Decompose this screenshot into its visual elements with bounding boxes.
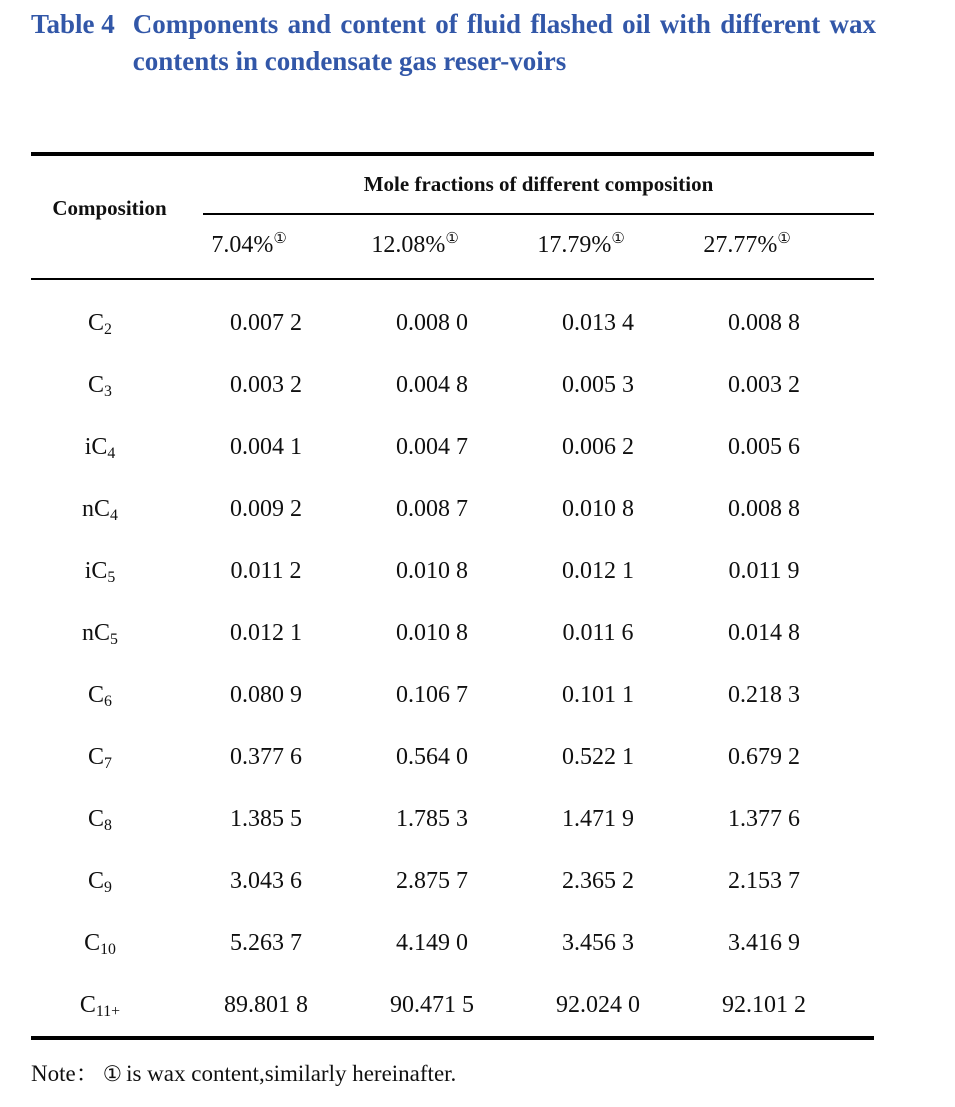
row-label-base: C bbox=[88, 309, 105, 336]
column-header-span: Mole fractions of different composition bbox=[363, 172, 714, 196]
table-cell: 0.011 2 bbox=[230, 557, 302, 584]
table-cell: 0.003 2 bbox=[230, 371, 302, 398]
header-span-rule bbox=[203, 213, 874, 215]
table-cell: 0.004 1 bbox=[230, 433, 302, 460]
row-label bbox=[17, 620, 183, 647]
table-row bbox=[0, 354, 955, 416]
table-cell: 1.471 9 bbox=[562, 805, 634, 832]
footnote-marker-icon: ① bbox=[611, 231, 625, 247]
table-cell: 0.007 2 bbox=[230, 309, 302, 336]
table-cell: 0.679 2 bbox=[728, 743, 800, 770]
table-cell: 0.003 2 bbox=[728, 371, 800, 398]
row-label-base: iC bbox=[84, 557, 108, 584]
column-header-value: 17.79% bbox=[537, 232, 612, 258]
table-row bbox=[0, 726, 955, 788]
table-cell: 0.010 8 bbox=[562, 495, 634, 522]
row-label-base: C bbox=[88, 681, 105, 708]
table-cell: 92.024 0 bbox=[556, 991, 640, 1018]
table-caption-label: Table 4 bbox=[31, 9, 115, 39]
table-cell: 0.012 1 bbox=[562, 557, 634, 584]
row-label bbox=[17, 496, 183, 523]
table-cell: 0.011 6 bbox=[562, 619, 634, 646]
row-label-subscript: 6 bbox=[104, 692, 112, 710]
table-cell: 2.153 7 bbox=[728, 867, 800, 894]
table-cell: 5.263 7 bbox=[230, 929, 302, 956]
row-label-base: nC bbox=[82, 495, 111, 522]
table-row bbox=[0, 602, 955, 664]
column-header-value: 27.77% bbox=[703, 232, 778, 258]
row-label bbox=[17, 434, 183, 461]
column-header-cell bbox=[166, 232, 332, 259]
row-label bbox=[17, 558, 183, 585]
table-cell: 2.365 2 bbox=[562, 867, 634, 894]
footnote-text: is wax content,similarly hereinafter. bbox=[126, 1061, 457, 1086]
table-cell: 3.456 3 bbox=[562, 929, 634, 956]
row-label bbox=[17, 372, 183, 399]
row-label-base: iC bbox=[84, 433, 108, 460]
row-label-subscript: 10 bbox=[100, 940, 116, 958]
column-header-cell bbox=[332, 232, 498, 259]
table-cell: 0.006 2 bbox=[562, 433, 634, 460]
table-cell: 0.106 7 bbox=[396, 681, 468, 708]
row-label-base: C bbox=[88, 805, 105, 832]
table-cell: 0.014 8 bbox=[728, 619, 800, 646]
row-label-subscript: 4 bbox=[110, 506, 118, 524]
row-label-subscript: 2 bbox=[104, 320, 112, 338]
table-row bbox=[0, 664, 955, 726]
table-cell: 0.012 1 bbox=[230, 619, 302, 646]
table-caption-text: Components and content of fluid flashed oil with different wax contents in condensate gas reser-voirs bbox=[132, 9, 876, 76]
table-body bbox=[0, 292, 955, 1036]
table-top-rule bbox=[31, 152, 874, 156]
table-cell: 0.080 9 bbox=[230, 681, 302, 708]
table-cell: 0.522 1 bbox=[562, 743, 634, 770]
row-label bbox=[17, 992, 183, 1019]
table-footnote bbox=[31, 1055, 456, 1088]
table-cell: 3.043 6 bbox=[230, 867, 302, 894]
column-header-composition: Composition bbox=[52, 196, 167, 220]
table-cell: 92.101 2 bbox=[722, 991, 806, 1018]
column-header-value: 7.04% bbox=[211, 232, 274, 258]
row-label bbox=[17, 744, 183, 771]
row-label-subscript: 3 bbox=[104, 382, 112, 400]
table-row bbox=[0, 416, 955, 478]
row-label-base: C bbox=[79, 991, 96, 1018]
row-label-subscript: 5 bbox=[110, 630, 118, 648]
table-caption bbox=[31, 6, 876, 80]
row-label-base: C bbox=[84, 929, 101, 956]
table-row bbox=[0, 292, 955, 354]
row-label bbox=[17, 868, 183, 895]
footnote-marker-icon: ① bbox=[777, 231, 791, 247]
table-cell: 0.010 8 bbox=[396, 557, 468, 584]
row-label-base: C bbox=[88, 743, 105, 770]
table-cell: 0.377 6 bbox=[230, 743, 302, 770]
table-row bbox=[0, 974, 955, 1036]
table-cell: 0.011 9 bbox=[728, 557, 800, 584]
row-label bbox=[17, 930, 183, 957]
table-cell: 0.008 0 bbox=[396, 309, 468, 336]
table-cell: 4.149 0 bbox=[396, 929, 468, 956]
table-cell: 0.008 8 bbox=[728, 495, 800, 522]
table-cell: 0.101 1 bbox=[562, 681, 634, 708]
table-cell: 0.005 3 bbox=[562, 371, 634, 398]
table-cell: 0.009 2 bbox=[230, 495, 302, 522]
table-cell: 0.008 8 bbox=[728, 309, 800, 336]
header-bottom-rule bbox=[31, 278, 874, 280]
footnote-marker-icon: ① bbox=[445, 231, 459, 247]
row-label-subscript: 11+ bbox=[95, 1002, 121, 1020]
footnote-marker-icon: ① bbox=[273, 231, 287, 247]
row-label-base: C bbox=[88, 867, 105, 894]
table-cell: 0.010 8 bbox=[396, 619, 468, 646]
table-cell: 1.377 6 bbox=[728, 805, 800, 832]
footnote-marker-icon: ① bbox=[102, 1062, 123, 1086]
table-cell: 0.004 7 bbox=[396, 433, 468, 460]
row-label bbox=[17, 310, 183, 337]
row-label-subscript: 4 bbox=[107, 444, 116, 462]
table-row bbox=[0, 912, 955, 974]
row-label bbox=[17, 806, 183, 833]
row-label-subscript: 9 bbox=[104, 878, 112, 896]
table-cell: 2.875 7 bbox=[396, 867, 468, 894]
column-header-cell bbox=[498, 232, 664, 259]
row-label-subscript: 5 bbox=[107, 568, 116, 586]
table-cell: 0.008 7 bbox=[396, 495, 468, 522]
row-label-subscript: 7 bbox=[104, 754, 112, 772]
table-cell: 0.005 6 bbox=[728, 433, 800, 460]
column-header-value: 12.08% bbox=[371, 232, 446, 258]
table-cell: 1.785 3 bbox=[396, 805, 468, 832]
table-cell: 3.416 9 bbox=[728, 929, 800, 956]
footnote-prefix: Note： bbox=[31, 1061, 99, 1086]
table-row bbox=[0, 788, 955, 850]
table-cell: 89.801 8 bbox=[224, 991, 308, 1018]
column-header-row bbox=[166, 232, 910, 259]
row-label-subscript: 8 bbox=[104, 816, 112, 834]
table-cell: 0.564 0 bbox=[396, 743, 468, 770]
table-bottom-rule bbox=[31, 1036, 874, 1040]
row-label-base: nC bbox=[82, 619, 111, 646]
table-row bbox=[0, 478, 955, 540]
table-cell: 0.218 3 bbox=[728, 681, 800, 708]
table-cell: 90.471 5 bbox=[390, 991, 474, 1018]
table-cell: 1.385 5 bbox=[230, 805, 302, 832]
row-label-base: C bbox=[88, 371, 105, 398]
table-row bbox=[0, 540, 955, 602]
column-header-cell bbox=[664, 232, 830, 259]
row-label bbox=[17, 682, 183, 709]
table-cell: 0.004 8 bbox=[396, 371, 468, 398]
table-cell: 0.013 4 bbox=[562, 309, 634, 336]
table-row bbox=[0, 850, 955, 912]
